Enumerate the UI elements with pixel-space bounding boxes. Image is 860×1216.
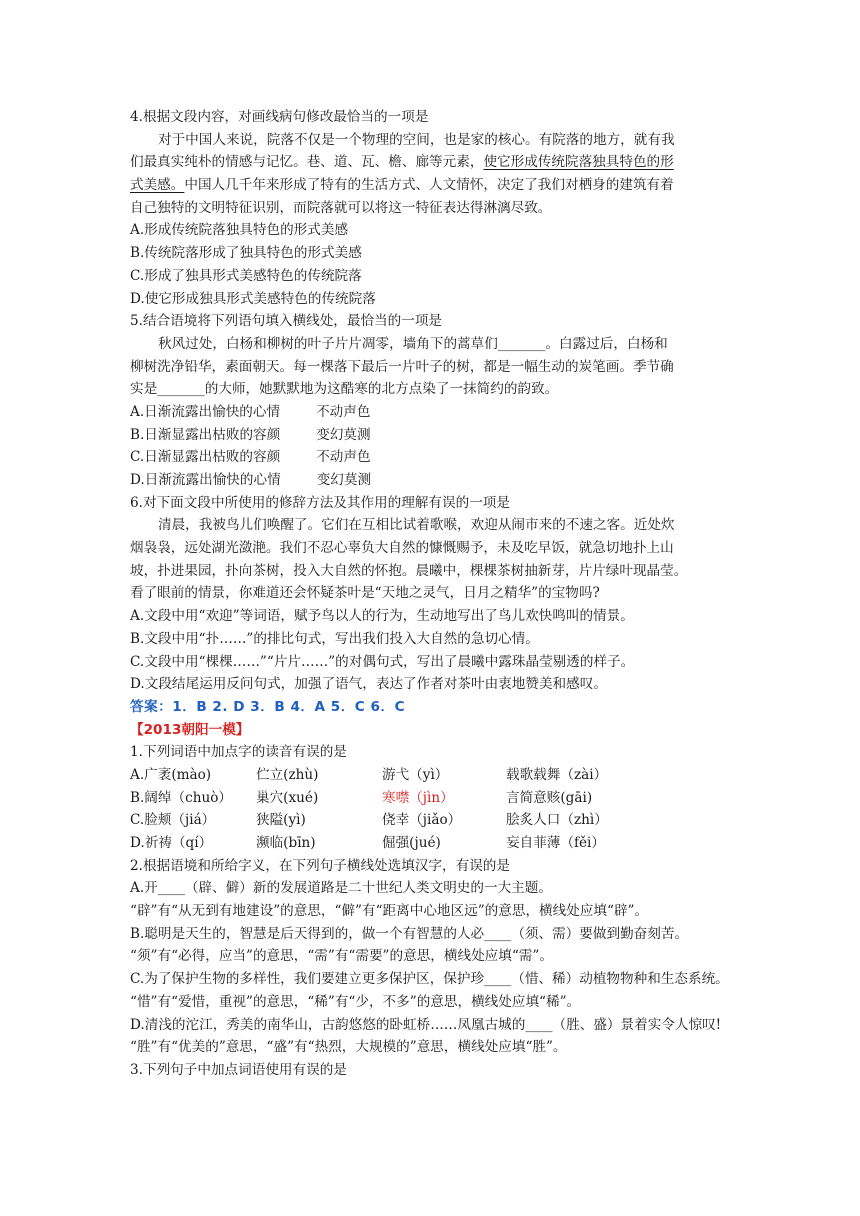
- q5-option-a-first: A.日渐流露出愉快的心情: [130, 403, 281, 420]
- section-heading: 【2013朝阳一模】: [130, 721, 250, 738]
- q5-option-d-second: 变幻莫测: [316, 472, 372, 488]
- answer-key: 答案：1．B 2. D 3．B 4．A 5．C 6．C: [130, 698, 406, 715]
- q6-option-d: D.文段结尾运用反问句式，加强了语气，表达了作者对茶叶由衷地赞美和感叹。: [130, 676, 607, 693]
- section-question-2-stem: 2.根据语境和所给字义，在下列句子横线处选填汉字，有误的是: [130, 857, 510, 874]
- s2-option-d: D.清浅的沱江，秀美的南华山，古韵悠悠的卧虹桥……凤凰古城的____（胜、盛）景着实令人惊叹!: [130, 1016, 722, 1033]
- word-cell: D.祈祷（qí）: [130, 835, 213, 851]
- q5-option-d-first: D.日渐流露出愉快的心情: [130, 472, 281, 488]
- word-cell: 游弋（yì）: [382, 766, 449, 783]
- word-cell: 言简意赅(gāi): [506, 789, 593, 806]
- s2-option-d-explanation: “胜”有“优美的”意思，“盛”有“热烈，大规模的”意思，横线处应填“胜”。: [130, 1039, 567, 1056]
- s1-option-row-b: [130, 787, 730, 810]
- s2-option-b-explanation: “须”有“必得，应当”的意思，“需”有“需要”的意思，横线处应填“需”。: [130, 948, 553, 965]
- word-cell: B.阔绰（chuò）: [130, 789, 232, 806]
- q6-passage-line-2: 烟袅袅，远处湖光潋滟。我们不忍心辜负大自然的慷慨赐予，未及吃早饭，就急切地扑上山: [130, 540, 674, 557]
- word-cell: C.脸颊（jiá）: [130, 812, 216, 829]
- s2-option-c-explanation: “惜”有“爱惜，重视”的意思，“稀”有“少，不多”的意思，横线处应填“稀”。: [130, 993, 581, 1010]
- q6-passage-line-1: 清晨，我被鸟儿们唤醒了。它们在互相比试着歌喉，欢迎从闹市来的不速之客。近处炊: [158, 517, 675, 534]
- word-cell: A.广袤(mào): [130, 766, 212, 783]
- q6-passage-line-3: 坡，扑进果园，扑向茶树，投入大自然的怀抱。晨曦中，棵棵茶树抽新芽，片片绿叶现晶莹。: [130, 562, 688, 579]
- underlined-sentence: 使它形成传统院落独具特色的形: [483, 154, 674, 171]
- s2-option-c: C.为了保护生物的多样性，我们要建立更多保护区，保护珍____（惜、稀）动植物物种和生态系统。: [130, 971, 729, 988]
- word-cell: 狭隘(yì): [256, 812, 306, 829]
- word-cell: 载歌载舞（zài）: [506, 766, 608, 783]
- q5-option-a-second: 不动声色: [316, 403, 371, 420]
- word-cell: 妄自菲薄（fěi）: [506, 835, 605, 851]
- question-6-stem: 6.对下面文段中所使用的修辞方法及其作用的理解有误的一项是: [130, 494, 510, 511]
- section-question-1-stem: 1.下列词语中加点字的读音有误的是: [130, 744, 347, 761]
- q5-option-a: [130, 401, 730, 424]
- q5-passage-line-3: 实是_______的大师，她默默地为这酷寒的北方点染了一抹简约的韵致。: [130, 381, 559, 398]
- word-cell: 伫立(zhù): [256, 766, 319, 783]
- s1-option-row-c: [130, 809, 730, 832]
- question-4-stem: 4.根据文段内容，对画线病句修改最恰当的一项是: [130, 109, 429, 125]
- q5-option-b-second: 变幻莫测: [316, 426, 371, 443]
- s1-option-row-a: [130, 764, 730, 787]
- q4-option-a: A.形成传统院落独具特色的形式美感: [130, 222, 349, 239]
- q6-option-a: A.文段中用“欢迎”等词语，赋予鸟以人的行为，生动地写出了鸟儿欢快鸣叫的情景。: [130, 608, 634, 625]
- q5-option-b-first: B.日渐显露出枯败的容颜: [130, 426, 281, 443]
- q5-passage-line-2: 柳树洗净铅华，素面朝天。每一棵落下最后一片叶子的树，都是一幅生动的炭笔画。季节确: [130, 358, 674, 375]
- underlined-sentence: 式美感。: [130, 177, 185, 194]
- question-5-stem: 5.结合语境将下列语句填入横线处，最恰当的一项是: [130, 313, 443, 330]
- q5-option-c-second: 不动声色: [316, 449, 371, 466]
- q4-passage-text: 们最真实纯朴的情感与记忆。巷、道、瓦、檐、廊等元素，: [130, 154, 484, 171]
- q5-option-b: [130, 424, 730, 447]
- q6-option-b: B.文段中用“扑……”的排比句式，写出我们投入大自然的急切心情。: [130, 630, 539, 647]
- q4-option-c: C.形成了独具形式美感特色的传统院落: [130, 267, 362, 284]
- q4-option-b: B.传统院落形成了独具特色的形式美感: [130, 245, 362, 262]
- q5-option-d: [130, 469, 730, 492]
- q4-passage-line-1: 对于中国人来说，院落不仅是一个物理的空间，也是家的核心。有院落的地方，就有我: [158, 131, 675, 148]
- s2-option-a-explanation: “辟”有“从无到有地建设”的意思，“僻”有“距离中心地区远”的意思，横线处应填“辟”。: [130, 903, 649, 920]
- q4-passage-text: 中国人几千年来形成了特有的生活方式、人文情怀，决定了我们对栖身的建筑有着: [184, 177, 674, 194]
- q4-passage-line-3: [130, 174, 730, 197]
- q4-passage-line-4: 自己独特的文明特征识别，而院落就可以将这一特征表达得淋漓尽致。: [130, 199, 552, 216]
- q4-passage-line-2: [130, 151, 730, 174]
- document-content: [130, 106, 730, 1082]
- section-question-3-stem: 3.下列句子中加点词语使用有误的是: [130, 1061, 347, 1078]
- word-cell: 濒临(bīn): [256, 835, 316, 851]
- q5-passage-line-1: 秋风过处，白杨和柳树的叶子片片凋零，墙角下的蒿草们_______。白露过后，白杨和: [158, 335, 668, 352]
- word-cell: 寒噤（jìn）: [382, 789, 454, 806]
- q6-passage-line-4: 看了眼前的情景，你难道还会怀疑茶叶是“天地之灵气，日月之精华”的宝物吗?: [130, 585, 600, 602]
- s2-option-b: B.聪明是天生的，智慧是后天得到的，做一个有智慧的人必____（须、需）要做到勤奋刻苦。: [130, 925, 689, 942]
- word-cell: 脍炙人口（zhì）: [506, 812, 608, 829]
- q4-option-d: D.使它形成独具形式美感特色的传统院落: [130, 290, 376, 307]
- q6-option-c: C.文段中用“棵棵……”“片片……”的对偶句式，写出了晨曦中露珠晶莹剔透的样子。: [130, 653, 635, 670]
- word-cell: 侥幸（jiǎo）: [382, 812, 462, 829]
- word-cell: 巢穴(xué): [256, 789, 319, 806]
- q5-option-c: [130, 446, 730, 469]
- q5-option-c-first: C.日渐显露出枯败的容颜: [130, 449, 281, 466]
- word-cell: 倔强(jué): [382, 835, 441, 851]
- s2-option-a: A.开____（辟、僻）新的发展道路是二十世纪人类文明史的一大主题。: [130, 880, 552, 897]
- s1-option-row-d: [130, 832, 730, 855]
